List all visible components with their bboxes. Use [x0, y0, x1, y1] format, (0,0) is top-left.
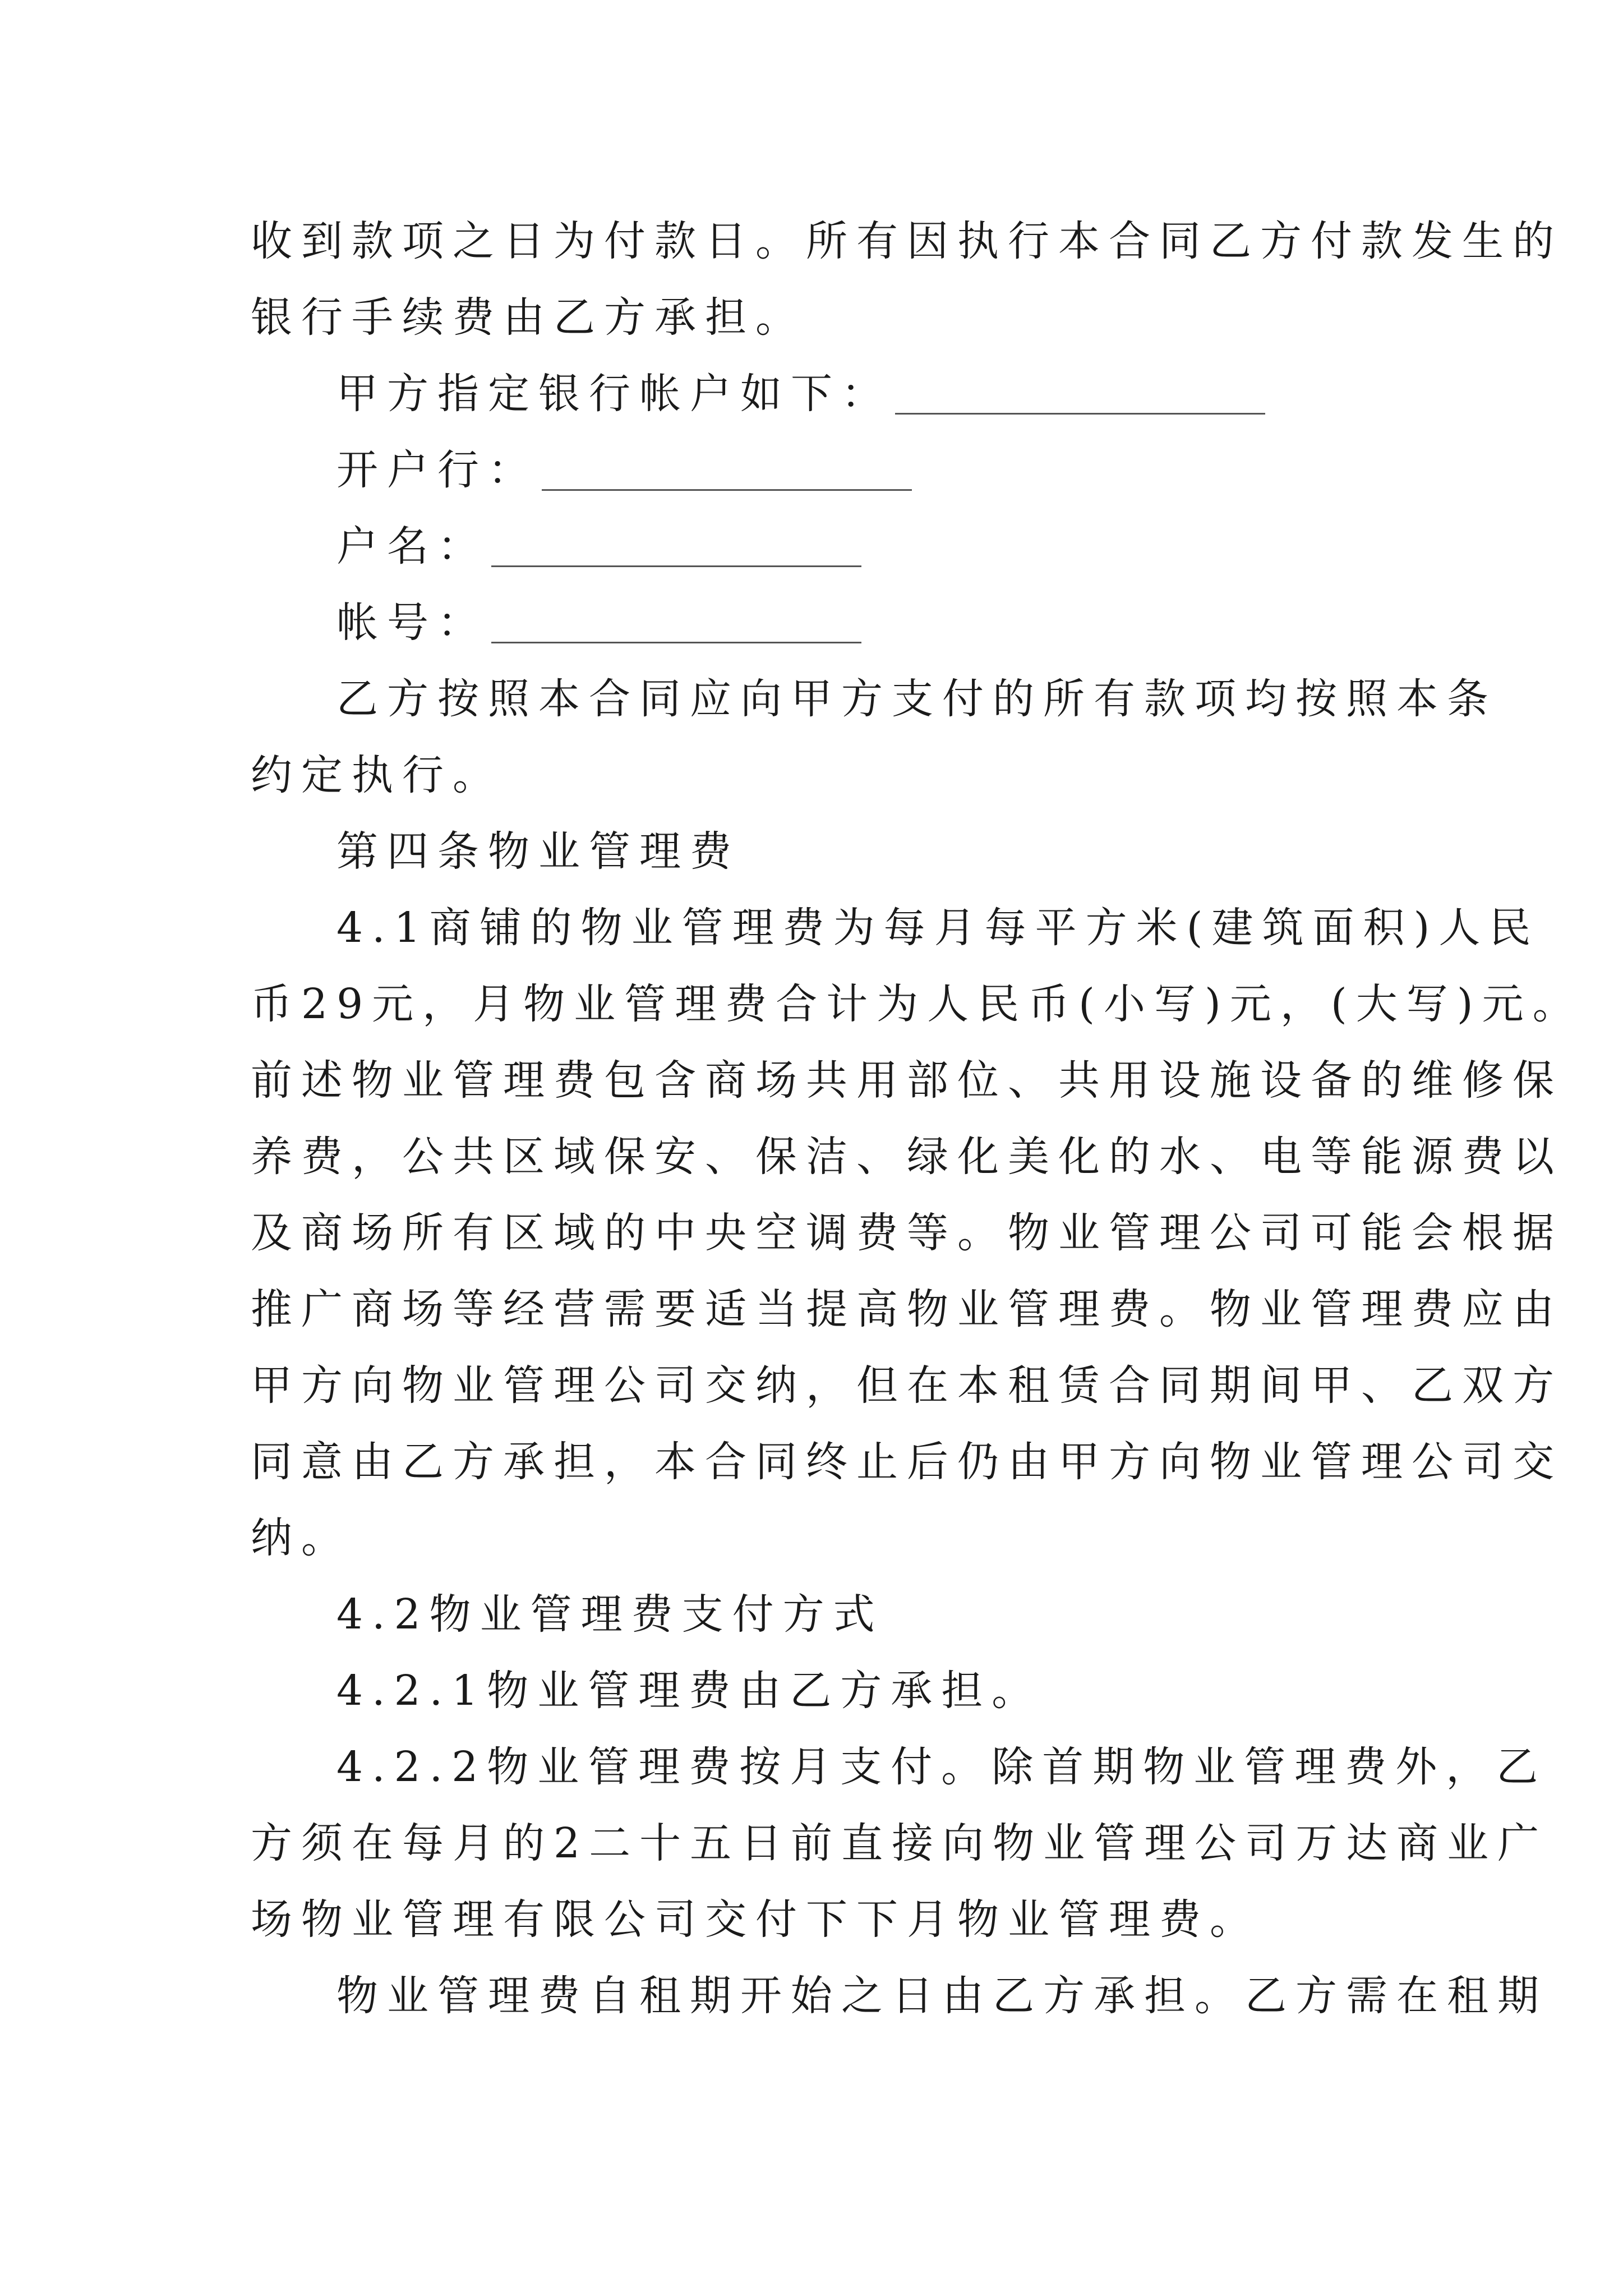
- text-line-8: 约定执行。: [251, 751, 503, 799]
- text-line-2: 银行手续费由乙方承担。: [251, 293, 806, 342]
- text-line-1: 收到款项之日为付款日。所有因执行本合同乙方付款发生的: [251, 217, 1563, 265]
- bank-account-blank[interactable]: [895, 413, 1265, 415]
- text-line-7: 乙方按照本合同应向甲方支付的所有款项均按照本条: [336, 675, 1497, 723]
- text-line-16: 甲方向物业管理公司交纳，但在本租赁合同期间甲、乙双方: [251, 1361, 1563, 1410]
- text-line-23: 场物业管理有限公司交付下下月物业管理费。: [251, 1895, 1260, 1944]
- account-holder-blank[interactable]: [491, 565, 861, 567]
- account-number-blank[interactable]: [491, 642, 861, 643]
- text-line-11: 币29元，月物业管理费合计为人民币(小写)元，(大写)元。: [251, 980, 1583, 1028]
- text-line-12: 前述物业管理费包含商场共用部位、共用设施设备的维修保: [251, 1056, 1563, 1105]
- bank-name-label: 开户行：: [336, 446, 538, 494]
- account-number-line: [336, 596, 861, 650]
- text-line-22: 方须在每月的2二十五日前直接向物业管理公司万达商业广: [251, 1819, 1548, 1867]
- bank-account-line: [336, 367, 1265, 421]
- bank-name-line: [336, 443, 912, 497]
- bank-name-blank[interactable]: [542, 489, 912, 491]
- text-line-10: 4.1商铺的物业管理费为每月每平方米(建筑面积)人民: [336, 904, 1540, 952]
- bank-account-label: 甲方指定银行帐户如下：: [336, 370, 892, 418]
- text-line-18: 纳。: [251, 1514, 352, 1562]
- section-heading: 第四条物业管理费: [336, 827, 740, 876]
- text-line-20: 4.2.1物业管理费由乙方承担。: [336, 1667, 1043, 1715]
- subsection-heading: 4.2物业管理费支付方式: [336, 1590, 884, 1639]
- text-line-24: 物业管理费自租期开始之日由乙方承担。乙方需在租期: [336, 1972, 1548, 2020]
- text-line-21: 4.2.2物业管理费按月支付。除首期物业管理费外，乙: [336, 1743, 1547, 1791]
- account-holder-label: 户名：: [336, 522, 488, 570]
- account-number-label: 帐号：: [336, 599, 488, 647]
- text-line-13: 养费，公共区域保安、保洁、绿化美化的水、电等能源费以: [251, 1133, 1563, 1181]
- text-line-17: 同意由乙方承担，本合同终止后仍由甲方向物业管理公司交: [251, 1438, 1563, 1486]
- account-holder-line: [336, 519, 861, 573]
- text-line-15: 推广商场等经营需要适当提高物业管理费。物业管理费应由: [251, 1285, 1563, 1333]
- text-line-14: 及商场所有区域的中央空调费等。物业管理公司可能会根据: [251, 1209, 1563, 1257]
